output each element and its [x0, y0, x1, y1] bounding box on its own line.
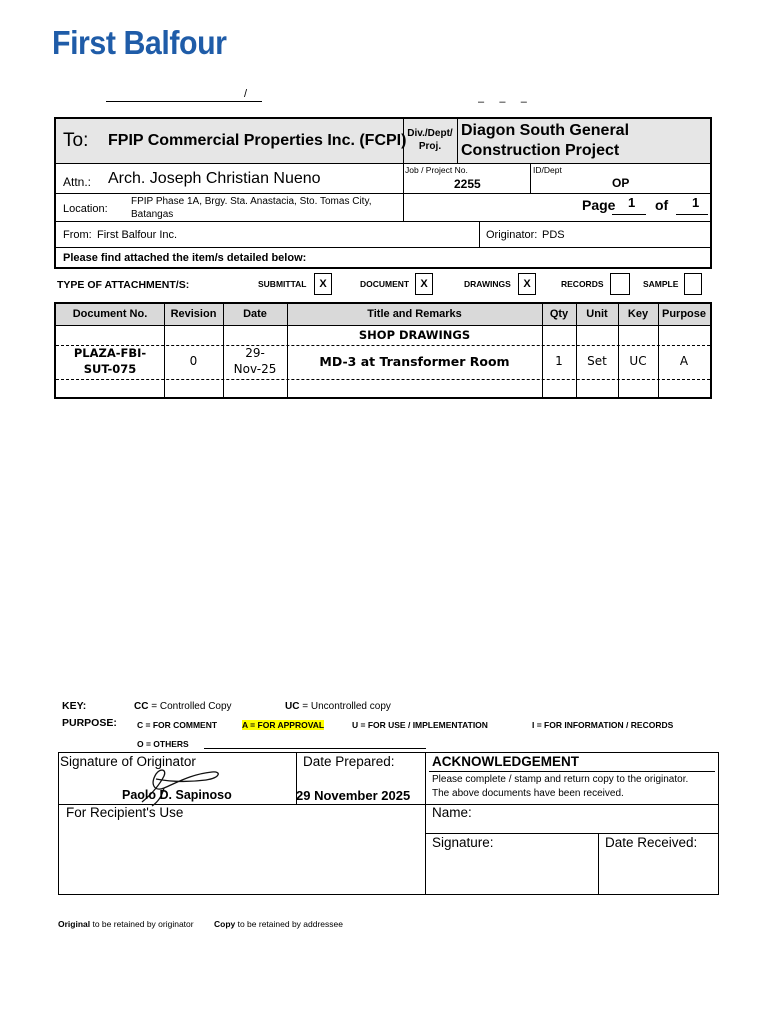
attachment-submittal-label: SUBMITTAL: [258, 279, 307, 289]
purpose-label: PURPOSE:: [62, 717, 117, 729]
col-date: Date: [243, 308, 267, 320]
page-label: Page: [582, 197, 616, 213]
reference-slash: /: [244, 88, 248, 100]
row-unit: Set: [587, 354, 607, 368]
copy-retention-note: Copy to be retained by addressee: [214, 919, 343, 929]
attachment-records-checkbox[interactable]: [610, 273, 630, 295]
attachment-document-label: DOCUMENT: [360, 279, 410, 289]
acknowledgement-line2: The above documents have been received.: [432, 788, 624, 799]
location-value: FPIP Phase 1A, Brgy. Sta. Anastacia, Sto. Tomas City, Batangas: [131, 196, 372, 220]
col-purpose: Purpose: [661, 308, 706, 320]
id-dept-label: ID/Dept: [533, 165, 562, 175]
purpose-approval: A = FOR APPROVAL: [242, 720, 325, 730]
row-purpose: A: [679, 354, 689, 368]
signature-originator-label: Signature of Originator: [60, 754, 196, 769]
attachment-document-checkbox[interactable]: X: [415, 273, 433, 295]
originator-label: Originator:: [486, 229, 538, 241]
job-label: Job / Project No.: [405, 165, 468, 175]
purpose-comment: C = FOR COMMENT: [137, 720, 218, 730]
originator-value: PDS: [542, 229, 565, 241]
div-dept-label: Div./Dept/ Proj.: [407, 128, 453, 152]
attachment-drawings-checkbox[interactable]: X: [518, 273, 536, 295]
key-label: KEY:: [62, 700, 87, 712]
col-qty: Qty: [549, 308, 569, 320]
col-revision: Revision: [170, 308, 217, 320]
key-uc: UC = Uncontrolled copy: [285, 701, 391, 712]
col-title-remarks: Title and Remarks: [367, 308, 462, 320]
attachment-submittal-checkbox[interactable]: X: [314, 273, 332, 295]
location-label: Location:: [63, 203, 108, 215]
recipient-name-label: Name:: [432, 805, 472, 820]
company-logo: First Balfour: [52, 24, 227, 61]
reference-line: [106, 101, 262, 102]
row-title: MD-3 at Transformer Room: [319, 354, 510, 369]
attachment-type-label: TYPE OF ATTACHMENT/S:: [57, 279, 190, 291]
section-title: SHOP DRAWINGS: [358, 328, 471, 342]
date-prepared-label: Date Prepared:: [303, 754, 395, 769]
from-value: First Balfour Inc.: [97, 229, 178, 241]
col-key: Key: [627, 308, 649, 320]
attachment-sample-checkbox[interactable]: [684, 273, 702, 295]
recipient-signature-label: Signature:: [432, 835, 494, 850]
attachment-drawings-label: DRAWINGS: [464, 279, 511, 289]
col-document-no: Document No.: [72, 308, 148, 320]
attachment-sample-label: SAMPLE: [643, 279, 679, 289]
to-value: FPIP Commercial Properties Inc. (FCPI): [108, 132, 407, 149]
project-name: Diagon South General Construction Project: [461, 122, 630, 159]
job-value: 2255: [454, 177, 481, 191]
row-revision: 0: [189, 354, 198, 368]
attachment-records-label: RECORDS: [561, 279, 604, 289]
row-doc-no-line1: PLAZA-FBI-: [73, 346, 147, 360]
row-key: UC: [629, 354, 647, 368]
to-label: To:: [63, 130, 89, 151]
date-received-label: Date Received:: [605, 835, 698, 850]
instruction-text: Please find attached the item/s detailed below:: [63, 252, 307, 264]
from-label: From:: [63, 229, 92, 241]
of-label: of: [655, 197, 669, 213]
acknowledgement-line1: Please complete / stamp and return copy to the originator.: [432, 774, 689, 785]
attn-label: Attn.:: [63, 175, 92, 189]
page-number: 1: [628, 195, 636, 210]
row-date-line1: 29-: [245, 346, 265, 360]
attn-value: Arch. Joseph Christian Nueno: [108, 170, 321, 187]
originator-name: Paolo D. Sapinoso: [122, 788, 232, 802]
original-retention-note: Original to be retained by originator: [58, 919, 194, 929]
reference-dashes: – – –: [478, 96, 527, 108]
page-total: 1: [692, 195, 700, 210]
originator-signature: [130, 758, 225, 810]
purpose-information: I = FOR INFORMATION / RECORDS: [532, 720, 674, 730]
purpose-use: U = FOR USE / IMPLEMENTATION: [352, 720, 488, 730]
row-doc-no-line2: SUT-075: [83, 362, 137, 376]
id-dept-value: OP: [612, 176, 630, 190]
date-prepared-value: 29 November 2025: [296, 788, 411, 803]
key-cc: CC = Controlled Copy: [134, 701, 232, 712]
recipient-use-label: For Recipient's Use: [66, 805, 184, 820]
purpose-others: O = OTHERS: [137, 739, 189, 749]
acknowledgement-title: ACKNOWLEDGEMENT: [432, 754, 579, 769]
col-unit: Unit: [586, 308, 608, 320]
row-qty: 1: [555, 354, 563, 368]
row-date-line2: Nov-25: [233, 362, 277, 376]
